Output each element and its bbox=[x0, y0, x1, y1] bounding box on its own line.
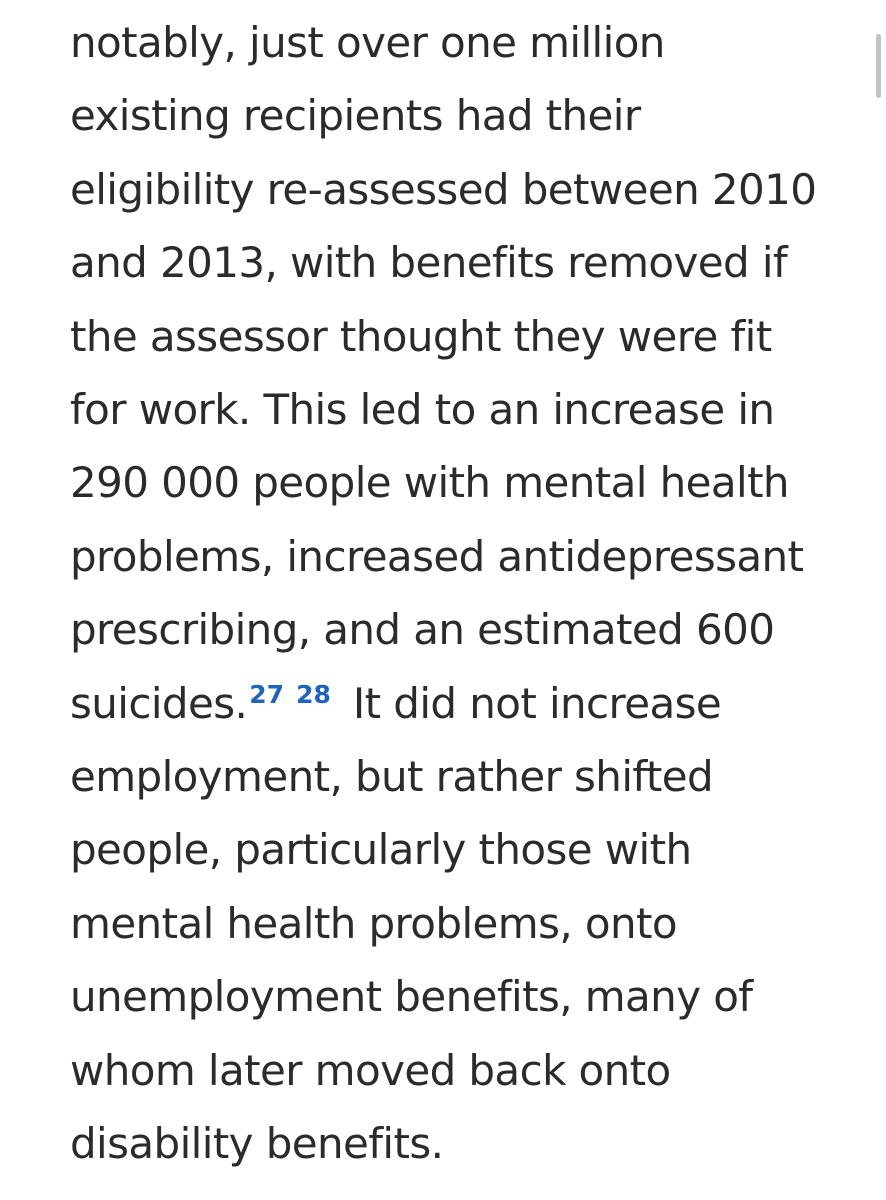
paragraph-line: prescribing, and an estimated 600 bbox=[70, 605, 775, 655]
paragraph-line: notably, just over one million bbox=[70, 18, 665, 67]
paragraph-line: employment, but rather shifted bbox=[70, 752, 714, 802]
reference-link-28[interactable]: 28 bbox=[296, 679, 331, 709]
paragraph-line: 290 000 people with mental health bbox=[70, 458, 789, 508]
paragraph-line: the assessor thought they were fit bbox=[70, 311, 772, 361]
paragraph-line: whom later moved back onto bbox=[70, 1045, 671, 1095]
scrollbar-thumb[interactable] bbox=[876, 34, 881, 98]
scrollbar[interactable] bbox=[872, 0, 886, 1200]
line-text-before-references: suicides. bbox=[70, 678, 248, 728]
reference-link-27[interactable]: 27 bbox=[249, 679, 285, 709]
line-text-after-references: It did not increase bbox=[352, 678, 722, 728]
paragraph-line: eligibility re-assessed between 2010 bbox=[70, 164, 817, 214]
paragraph-line: disability benefits. bbox=[70, 1119, 444, 1169]
article-paragraph bbox=[70, 6, 830, 1181]
paragraph-line: people, particularly those with bbox=[70, 825, 692, 875]
paragraph-line: mental health problems, onto bbox=[70, 898, 677, 948]
paragraph-line: existing recipients had their bbox=[70, 91, 641, 141]
paragraph-line: for work. This led to an increase in bbox=[70, 385, 775, 435]
paragraph-line: unemployment benefits, many of bbox=[70, 972, 753, 1022]
paragraph-line: and 2013, with benefits removed if bbox=[70, 238, 788, 288]
paragraph-line: problems, increased antidepressant bbox=[70, 531, 804, 581]
paragraph-line-with-references bbox=[70, 667, 830, 740]
